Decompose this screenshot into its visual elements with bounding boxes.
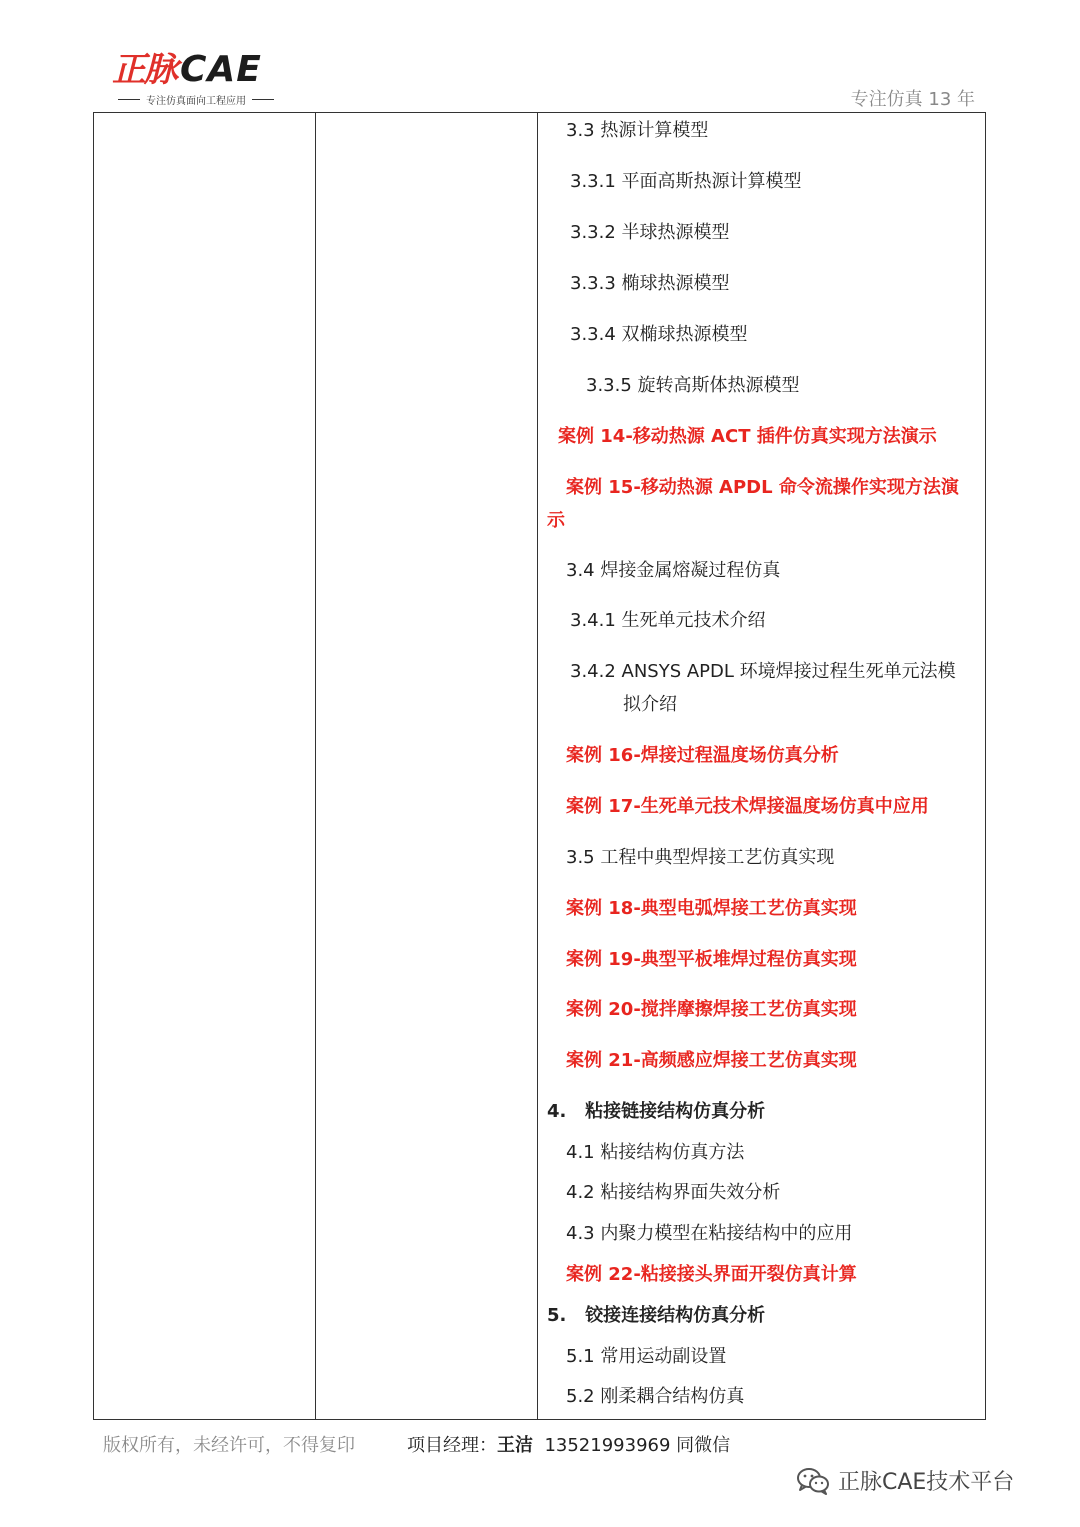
wechat-watermark — [796, 1465, 1014, 1496]
company-logo — [112, 44, 302, 110]
section-heading: 5.1 常用运动副设置 — [566, 1346, 727, 1367]
subsection-item: 3.3.1 平面高斯热源计算模型 — [570, 171, 802, 192]
section-heading: 4.2 粘接结构界面失效分析 — [566, 1182, 781, 1203]
case-item: 案例 15-移动热源 APDL 命令流操作实现方法演 — [566, 477, 959, 498]
project-manager-contact — [407, 1431, 730, 1457]
section-heading: 4.3 内聚力模型在粘接结构中的应用 — [566, 1223, 853, 1244]
case-item: 案例 17-生死单元技术焊接温度场仿真中应用 — [566, 796, 929, 817]
manager-name: 王洁 — [497, 1435, 533, 1456]
subsection-item: 3.3.5 旋转高斯体热源模型 — [586, 375, 800, 396]
chapter-heading: 4. 粘接链接结构仿真分析 — [547, 1101, 766, 1122]
header-slogan: 专注仿真 13 年 — [850, 89, 975, 110]
case-item: 案例 22-粘接接头界面开裂仿真计算 — [566, 1264, 857, 1285]
section-heading: 3.4 焊接金属熔凝过程仿真 — [566, 560, 781, 581]
wechat-account-name: 正脉CAE技术平台 — [838, 1470, 1015, 1495]
case-item: 案例 14-移动热源 ACT 插件仿真实现方法演示 — [558, 426, 937, 447]
column-divider — [537, 113, 538, 1419]
section-heading: 5.2 刚柔耦合结构仿真 — [566, 1386, 745, 1407]
case-item: 案例 21-高频感应焊接工艺仿真实现 — [566, 1050, 857, 1071]
column-divider — [315, 113, 316, 1419]
subsection-item: 3.4.1 生死单元技术介绍 — [570, 610, 766, 631]
case-item: 案例 19-典型平板堆焊过程仿真实现 — [566, 949, 857, 970]
logo-tagline: 专注仿真面向工程应用 — [146, 96, 246, 107]
case-item: 案例 20-搅拌摩擦焊接工艺仿真实现 — [566, 999, 857, 1020]
case-item: 案例 16-焊接过程温度场仿真分析 — [566, 745, 839, 766]
section-heading: 3.5 工程中典型焊接工艺仿真实现 — [566, 847, 835, 868]
section-heading: 3.3 热源计算模型 — [566, 120, 709, 141]
subsection-item: 3.3.3 椭球热源模型 — [570, 273, 730, 294]
logo-chinese-text: 正脉 — [112, 50, 176, 90]
subsection-item-continuation: 拟介绍 — [623, 694, 677, 715]
subsection-item: 3.3.4 双椭球热源模型 — [570, 324, 748, 345]
manager-phone: 13521993969 同微信 — [544, 1435, 731, 1456]
manager-label: 项目经理： — [407, 1435, 497, 1456]
subsection-item: 3.3.2 半球热源模型 — [570, 222, 730, 243]
chapter-heading: 5. 铰接连接结构仿真分析 — [547, 1305, 766, 1326]
case-item-continuation: 示 — [547, 510, 565, 531]
subsection-item: 3.4.2 ANSYS APDL 环境焊接过程生死单元法模 — [570, 661, 956, 682]
section-heading: 4.1 粘接结构仿真方法 — [566, 1142, 745, 1163]
case-item: 案例 18-典型电弧焊接工艺仿真实现 — [566, 898, 857, 919]
wechat-icon — [796, 1467, 830, 1495]
copyright-notice: 版权所有，未经许可，不得复印 — [103, 1435, 355, 1456]
logo-english-text: CAE — [180, 49, 262, 90]
